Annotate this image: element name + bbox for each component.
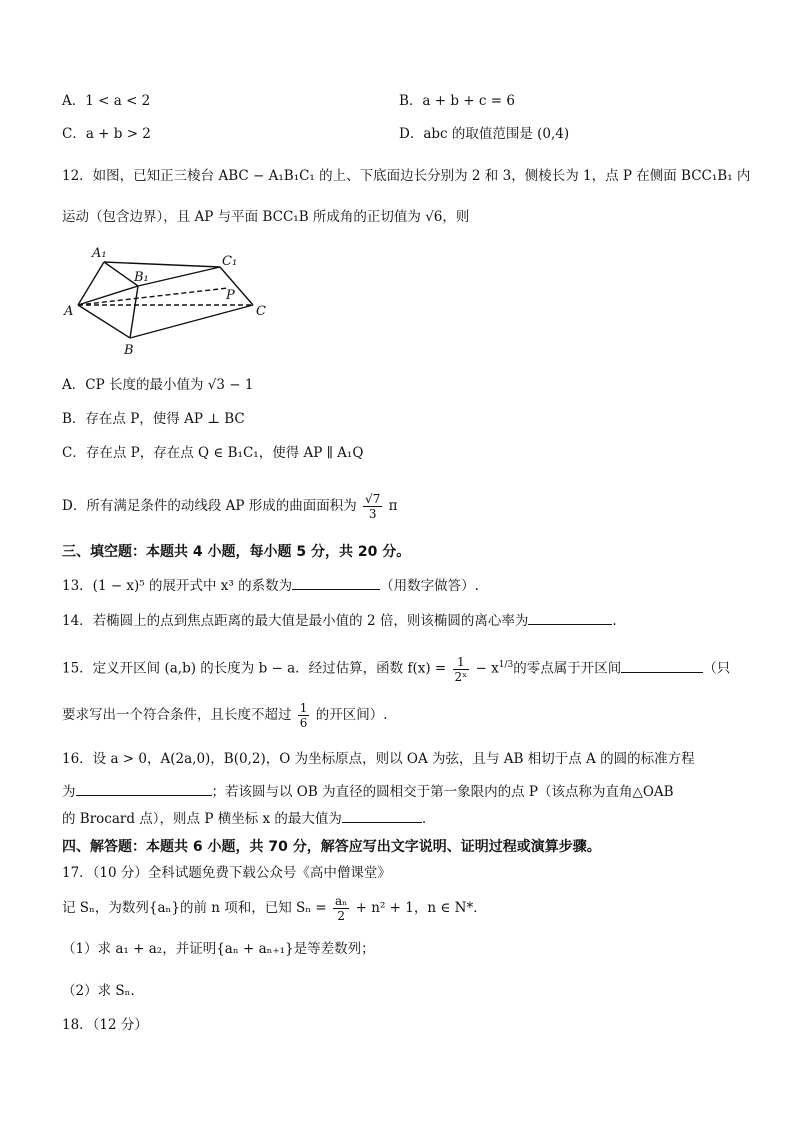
edge-a-b — [78, 305, 130, 338]
edge-b-c — [130, 305, 253, 338]
q16-line2 — [62, 783, 674, 801]
label-c1: C₁ — [222, 254, 238, 269]
q12-option-d-suffix: π — [388, 498, 398, 514]
q11-option-c: C．a + b > 2 — [62, 126, 151, 142]
q14-prefix: 14．若椭圆上的点到焦点距离的最大值是最小值的 2 倍，则该椭圆的离心率为 — [62, 613, 529, 629]
q12-option-d-denominator: 3 — [368, 507, 377, 521]
q12-option-d — [62, 490, 398, 522]
q13 — [62, 577, 479, 595]
q14-blank — [528, 612, 612, 625]
section4-heading: 四、解答题：本题共 6 小题，共 70 分，解答应写出文字说明、证明过程或演算步骤。 — [62, 839, 601, 855]
edge-b1-c1 — [138, 267, 220, 286]
q15-line2-denominator: 6 — [299, 716, 308, 730]
q13-prefix: 13．(1 − x)⁵ 的展开式中 x³ 的系数为 — [62, 578, 293, 594]
frustum-figure — [58, 243, 278, 358]
q15-text-d: （只 — [703, 660, 731, 677]
q16-line1: 16．设 a > 0，A(2a,0)，B(0,2)，O 为坐标原点，则以 OA 为弦，且与 AB 相切于点 A 的圆的标准方程 — [62, 751, 695, 767]
q16-blank-1 — [76, 783, 212, 796]
label-a: A — [64, 304, 74, 319]
label-c: C — [256, 304, 266, 319]
q12-stem-line2: 运动（包含边界），且 AP 与平面 BCC₁B 所成角的正切值为 √6，则 — [62, 209, 470, 225]
q17-title: 17．（10 分）全科试题免费下载公众号《高中僧课堂》 — [62, 865, 391, 881]
q17-text-b: + n² + 1，n ∈ N*． — [355, 900, 487, 916]
q18-title: 18．（12 分） — [62, 1017, 148, 1033]
q17-part1: （1）求 a₁ + a₂，并证明{aₙ + aₙ₊₁}是等差数列； — [62, 941, 375, 957]
edge-c1-c — [220, 267, 253, 305]
q15-line2-fraction — [298, 701, 310, 730]
q11-option-b: B．a + b + c = 6 — [399, 93, 515, 109]
label-b: B — [124, 343, 134, 358]
q15-text-c: 的零点属于开区间 — [513, 660, 622, 677]
q12-option-d-prefix: D．所有满足条件的动线段 AP 形成的曲面面积为 — [62, 498, 357, 514]
q15-fraction — [453, 655, 470, 684]
q15-line2-numerator: 1 — [299, 701, 308, 715]
segment-a-p — [78, 288, 228, 305]
edge-a1-b1 — [104, 262, 138, 286]
q17-statement — [62, 892, 487, 924]
q15-line2-text-b: 的开区间）. — [315, 707, 388, 723]
q16-blank-2 — [342, 810, 422, 823]
q11-option-d: D．abc 的取值范围是 (0,4) — [399, 126, 570, 142]
q14-suffix: . — [612, 613, 617, 629]
q15-blank — [621, 660, 703, 673]
q12-option-d-numerator: √7 — [365, 492, 381, 506]
q15-frac-denominator: 2ˣ — [454, 669, 468, 684]
q15-text-b: − x — [475, 660, 499, 677]
edge-b1-b — [130, 286, 138, 338]
q12-option-c: C．存在点 P，存在点 Q ∈ B₁C₁，使得 AP ∥ A₁Q — [62, 445, 364, 461]
q11-option-a: A．1 < a < 2 — [62, 93, 151, 109]
q13-blank — [292, 577, 380, 590]
q17-part2: （2）求 Sₙ． — [62, 983, 144, 999]
q12-stem-line1: 12．如图，已知正三棱台 ABC − A₁B₁C₁ 的上、下底面边长分别为 2 和 3，侧棱长为 1，点 P 在侧面 BCC₁B₁ 内 — [62, 168, 751, 184]
q16-line2-text-b: ；若该圆与以 OB 为直径的圆相交于第一象限内的点 P（该点称为直角△OAB — [211, 784, 674, 800]
edge-a1-c1 — [104, 262, 220, 267]
q16-line2-text-a: 为 — [62, 784, 76, 800]
q16-line3-text-a: 的 Brocard 点），则点 P 横坐标 x 的最大值为 — [62, 811, 342, 827]
q17-text-a: 记 Sₙ，为数列{aₙ}的前 n 项和，已知 Sₙ = — [62, 900, 327, 916]
q12-option-a: A．CP 长度的最小值为 √3 − 1 — [62, 377, 254, 393]
q14 — [62, 612, 617, 630]
q15-line2-text-a: 要求写出一个符合条件，且长度不超过 — [62, 707, 292, 723]
q16-line3 — [62, 810, 426, 828]
q15-text-a: 15．定义开区间 (a,b) 的长度为 b − a．经过估算，函数 f(x) = — [62, 660, 447, 677]
label-a1: A₁ — [92, 246, 107, 261]
q15-frac-numerator: 1 — [453, 655, 470, 670]
section3-heading: 三、填空题：本题共 4 小题，每小题 5 分，共 20 分。 — [62, 544, 411, 560]
q15-line1 — [62, 648, 730, 686]
q12-option-b: B．存在点 P，使得 AP ⊥ BC — [62, 411, 245, 427]
q15-line2 — [62, 698, 388, 732]
q15-exponent: 1/3 — [498, 660, 514, 670]
q17-frac-numerator: aₙ — [335, 894, 348, 908]
q13-suffix: （用数字做答）. — [380, 578, 479, 594]
label-p: P — [226, 288, 235, 303]
q17-frac-denominator: 2 — [337, 909, 346, 923]
label-b1: B₁ — [134, 270, 149, 285]
q17-fraction — [333, 894, 349, 923]
q16-line3-text-b: . — [421, 811, 427, 827]
q12-option-d-fraction — [363, 492, 382, 521]
